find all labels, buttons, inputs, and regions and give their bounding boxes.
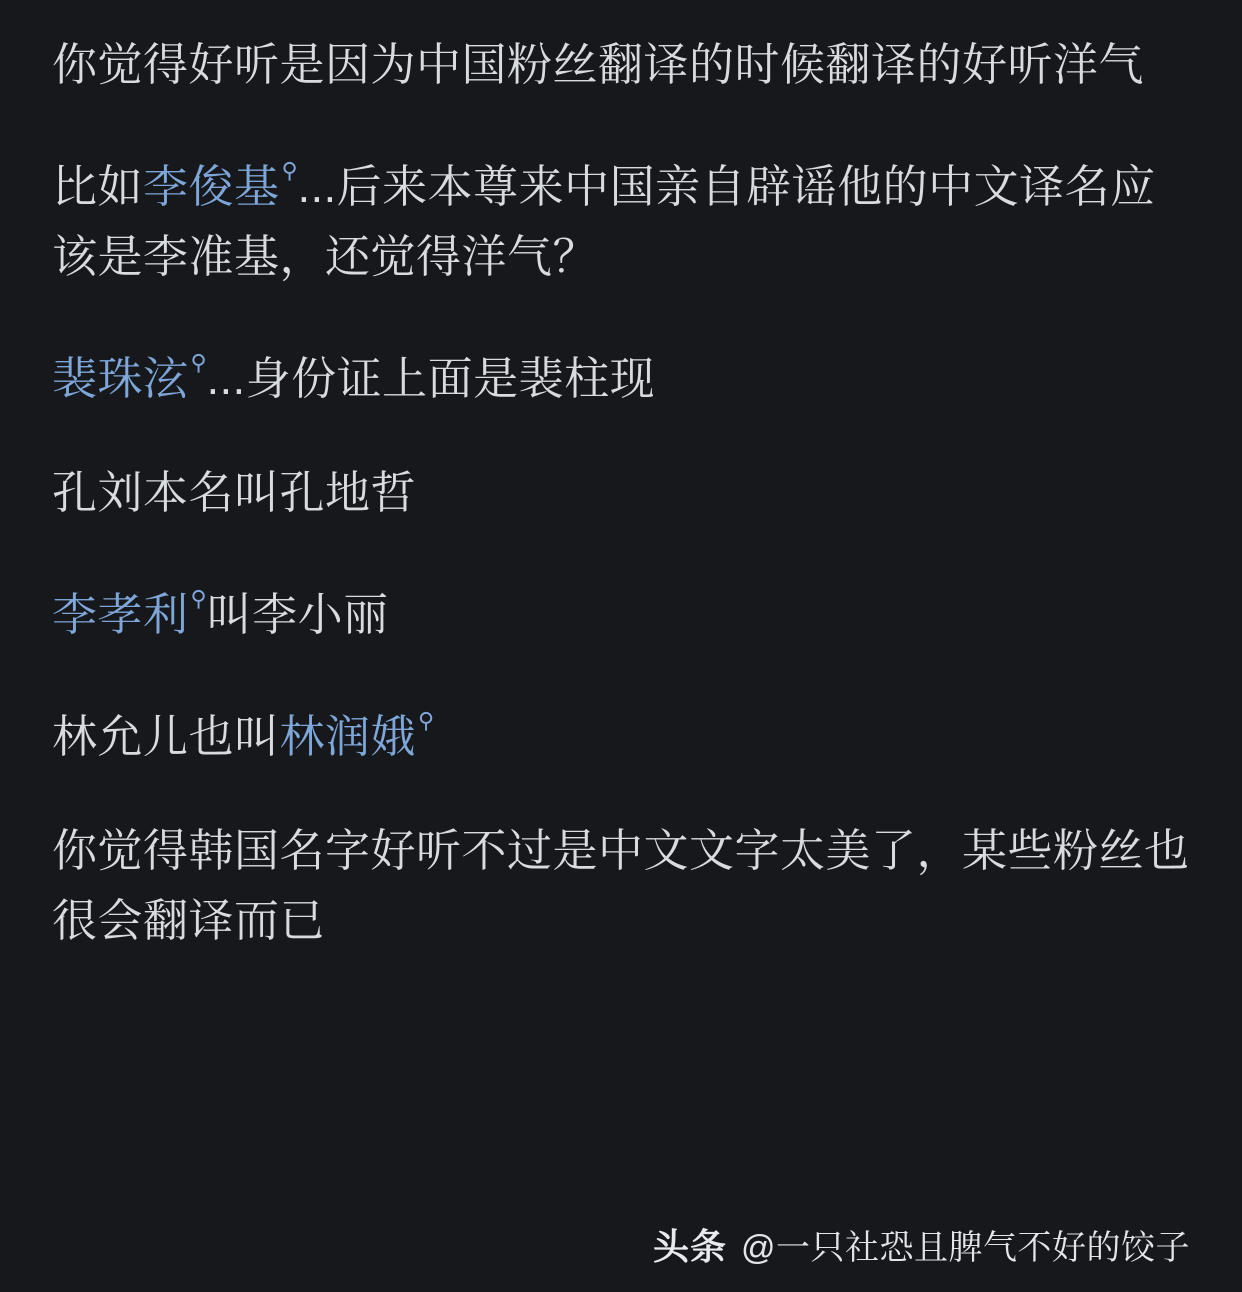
paragraph-text: 林允儿也叫 (52, 711, 280, 762)
post-paragraph-3 (52, 336, 1190, 414)
paragraph-text: ...后来本尊来中国亲自辟谣他的中文译名应该是李准基，还觉得洋气？ (52, 161, 1156, 282)
post-paragraph-2 (52, 144, 1190, 292)
search-icon[interactable]: ⚲ (281, 158, 298, 183)
entity-link-lixiaoli[interactable]: 李孝利 (52, 589, 189, 640)
search-icon[interactable]: ⚲ (418, 708, 435, 733)
post-paragraph-7 (52, 816, 1190, 956)
paragraph-text: 叫李小丽 (206, 589, 389, 640)
entity-link-linrune[interactable]: 林润娥 (279, 711, 417, 762)
paragraph-text: 孔刘本名叫孔地哲 (52, 467, 417, 518)
entity-link-peizhuxuan[interactable]: 裴珠泫 (52, 353, 189, 404)
toutiao-logo: 头条 (652, 1226, 727, 1267)
post-paragraph-1 (52, 30, 1190, 100)
entity-link-lijunji[interactable]: 李俊基 (143, 161, 280, 212)
watermark (653, 1219, 1190, 1270)
post-paragraph-5 (52, 572, 1190, 650)
post-paragraph-6 (52, 694, 1190, 772)
post-paragraph-4 (52, 458, 1190, 528)
author-handle: @一只社恐且脾气不好的饺子 (740, 1229, 1190, 1267)
paragraph-text: 你觉得好听是因为中国粉丝翻译的时候翻译的好听洋气 (52, 39, 1145, 90)
paragraph-text: ...身份证上面是裴柱现 (206, 353, 656, 404)
search-icon[interactable]: ⚲ (190, 586, 207, 611)
search-icon[interactable]: ⚲ (190, 350, 207, 375)
paragraph-text: 比如 (52, 161, 144, 212)
paragraph-text: 你觉得韩国名字好听不过是中文文字太美了，某些粉丝也很会翻译而已 (52, 825, 1190, 946)
